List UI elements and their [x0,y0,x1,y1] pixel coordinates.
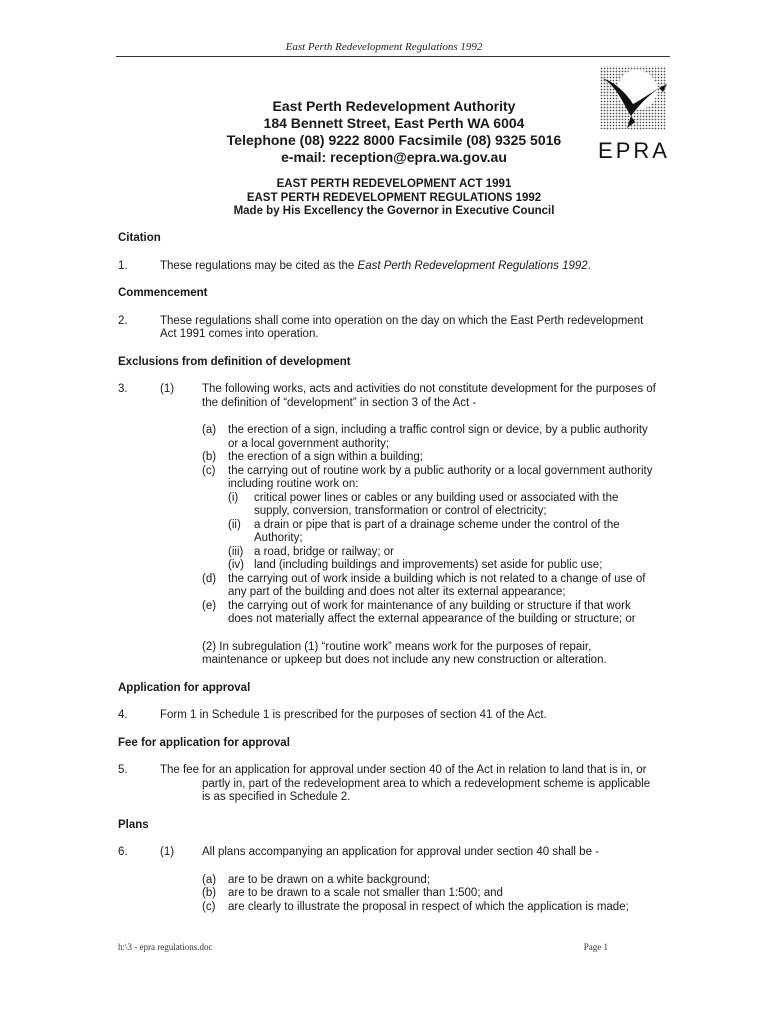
acts-block [118,178,670,219]
authority-phone: Telephone (08) 9222 8000 Facsimile (08) 9325 5016 [226,132,562,148]
clause-text-end: . [587,259,591,272]
logo-text: EPRA [598,138,670,163]
clause-line: maintenance or upkeep but does not include any new construction or alteration. [202,654,607,666]
list-item [202,887,678,901]
clause-line: partly in, part of the redevelopment area to which a redevelopment scheme is applicable [202,777,651,790]
page-footer [118,942,608,952]
authority-address: 184 Bennett Street, East Perth WA 6004 [263,115,525,131]
list-item [202,874,678,888]
clause-italic-title: East Perth Redevelopment Regulations 1992 [357,259,588,272]
list-item [202,573,678,600]
list-item [202,901,678,915]
clause-number: 6. [118,846,128,858]
list-line: are clearly to illustrate the proposal in respect of which the application is made; [228,900,629,913]
clause-number: 4. [118,709,128,721]
clause-line: The following works, acts and activities do not constitute development for the purposes of [202,383,656,395]
list-line: the carrying out of routine work by a public authority or a local government authority [228,464,653,477]
list-item [202,600,678,627]
list-marker: (b) [202,887,217,899]
list-line: does not materially affect the external appearance of the building or structure; or [228,613,636,625]
clause-line: These regulations shall come into operation on the day on which the East Perth redevelopment [160,314,644,327]
list-line: the carrying out of work for maintenance of any building or structure if that work [228,599,631,612]
heading-application: Application for approval [118,681,251,694]
clause-5 [118,764,678,805]
list-marker: (d) [202,572,217,585]
list-marker: (e) [202,599,217,612]
subclause-number: (1) [160,846,175,858]
sublist-item [228,546,678,560]
list-marker: (b) [202,451,217,463]
heading-fee: Fee for application for approval [118,736,290,749]
subclause-number: (1) [160,383,175,395]
list-marker: (ii) [228,518,241,531]
footer-filename: h:\3 - epra regulations.doc [118,942,213,952]
list-line: any part of the building and does not alter its external appearance; [228,586,566,598]
clause-6 [118,846,678,860]
list-marker: (iii) [228,545,244,558]
bird-logo-icon [597,64,671,134]
list-line: are to be drawn to a scale not smaller than 1:500; and [228,887,503,899]
act-title: EAST PERTH REDEVELOPMENT ACT 1991 [276,178,512,190]
authority-block [180,98,608,166]
clause-line: Form 1 in Schedule 1 is prescribed for the purposes of section 41 of the Act. [160,709,547,721]
list-line: Authority; [254,532,303,544]
list-line: the carrying out of work inside a building which is not related to a change of use of [228,572,646,585]
clause-4 [118,709,678,723]
list-marker: (a) [202,424,217,436]
list-line: the erection of a sign within a building; [228,451,423,463]
heading-exclusions: Exclusions from definition of development [118,355,351,368]
clause-text: These regulations may be cited as the [160,259,358,272]
made-by-line: Made by His Excellency the Governor in Executive Council [233,205,555,217]
clause-2 [118,315,678,342]
clause-line: All plans accompanying an application for approval under section 40 shall be - [202,846,599,858]
document-body [118,232,678,914]
list-line: or a local government authority; [228,437,390,450]
list-marker: (i) [228,491,239,504]
list-line: supply, conversion, transformation or control of electricity; [254,505,547,517]
sublist-item [228,519,678,546]
list-line: land (including buildings and improvements) set aside for public use; [254,559,603,571]
epra-logo [597,64,671,162]
heading-citation: Citation [118,232,161,244]
list-line: a road, bridge or railway; or [254,545,394,558]
clause-line: (2) In subregulation (1) “routine work” means work for the purposes of repair, [202,640,592,653]
authority-email: e-mail: reception@epra.wa.gov.au [281,149,507,165]
clause-number: 5. [118,764,128,776]
clause-line: The fee for an application for approval under section 40 of the Act in relation to land that is in, or [160,764,647,776]
clause-line: the definition of “development” in section 3 of the Act - [202,396,477,409]
running-header: East Perth Redevelopment Regulations 1992 [285,41,483,53]
regulations-title: EAST PERTH REDEVELOPMENT REGULATIONS 1992 [246,191,542,204]
list-line: a drain or pipe that is part of a drainage scheme under the control of the [254,518,620,531]
authority-name: East Perth Redevelopment Authority [272,98,516,114]
list-marker: (a) [202,873,217,886]
clause-number: 2. [118,314,128,327]
list-line: are to be drawn on a white background; [228,873,431,886]
clause-number: 1. [118,259,128,272]
list-marker: (iv) [228,559,244,571]
clause-3 [118,383,678,410]
list-item [202,465,678,492]
clause-1 [118,260,678,274]
clause-line: is as specified in Schedule 2. [202,791,351,803]
clause-line: Act 1991 comes into operation. [160,328,319,340]
sublist-item [228,492,678,519]
subregulation-2 [202,641,678,668]
sublist-item [228,559,678,573]
heading-commencement: Commencement [118,287,208,299]
list-item [202,451,678,465]
header-rule [116,56,670,57]
list-line: critical power lines or cables or any building used or associated with the [254,491,619,504]
list-marker: (c) [202,900,216,913]
clause-number: 3. [118,383,128,395]
list-item [202,424,678,451]
footer-page-number: Page 1 [583,942,608,952]
list-marker: (c) [202,464,216,477]
list-line: including routine work on: [228,478,359,490]
heading-plans: Plans [118,818,149,831]
list-line: the erection of a sign, including a traffic control sign or device, by a public authority [228,424,648,436]
